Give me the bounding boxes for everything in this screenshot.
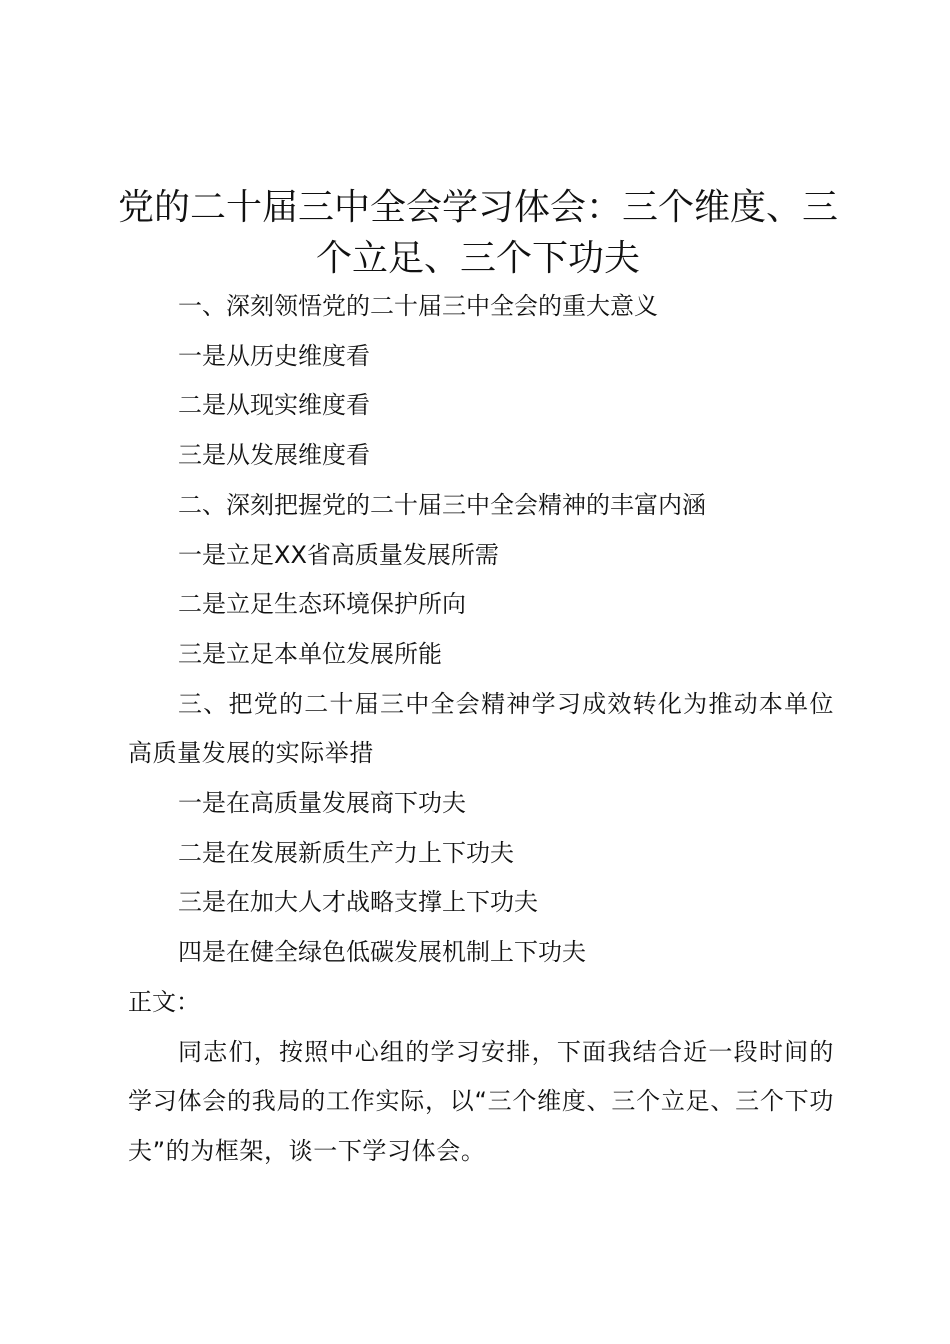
outline-item: 一是从历史维度看	[178, 341, 370, 370]
outline-item: 四是在健全绿色低碳发展机制上下功夫	[178, 938, 586, 967]
body-paragraph: 同志们，按照中心组的学习安排，下面我结合近一段时间的学习体会的我局的工作实际，以“三个维度、三个立足、三个下功夫”的为框架，谈一下学习体会。	[128, 1037, 834, 1165]
document-title: 党的二十届三中全会学习体会：三个维度、三个立足、三个下功夫	[118, 187, 839, 279]
outline-item: 三是在加大人才战略支撑上下功夫	[178, 888, 538, 917]
outline-item: 三是从发展维度看	[178, 441, 370, 470]
body-label: 正文：	[128, 987, 200, 1016]
outline-item: 二是在发展新质生产力上下功夫	[178, 838, 514, 867]
outline-item: 一是立足XX省高质量发展所需	[178, 540, 499, 569]
document-body	[128, 282, 834, 1177]
section-heading-1: 一、深刻领悟党的二十届三中全会的重大意义	[178, 292, 658, 320]
section-heading-3: 三、把党的二十届三中全会精神学习成效转化为推动本单位高质量发展的实际举措	[128, 689, 834, 768]
section-heading-2: 二、深刻把握党的二十届三中全会精神的丰富内涵	[178, 490, 706, 519]
outline-item: 二是立足生态环境保护所向	[178, 590, 466, 619]
outline-item: 二是从现实维度看	[178, 391, 370, 420]
outline-item: 一是在高质量发展商下功夫	[178, 789, 466, 818]
outline-item: 三是立足本单位发展所能	[178, 639, 442, 668]
